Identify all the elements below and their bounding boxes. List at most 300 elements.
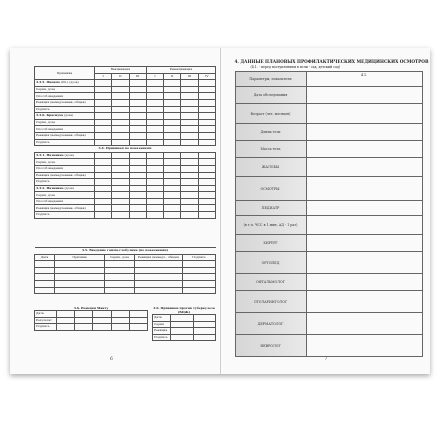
table-cell [111,317,129,324]
table-cell [181,152,198,159]
table-row [35,139,216,146]
table-cell [146,198,163,205]
serum-header-row [35,254,216,261]
header-vacc-col: II [112,73,129,80]
table-cell [95,198,112,205]
table-cell [193,334,216,341]
table-cell [164,205,181,212]
table-row [35,159,216,166]
table-cell [112,119,129,126]
table-cell [198,119,215,126]
table-row [35,185,216,192]
right-page-title: 4. ДАННЫЕ ПЛАНОВЫХ ПРОФИЛАКТИЧЕСКИХ МЕДИЦИНСКИХ ОСМОТРОВ [234,59,429,64]
table-cell [146,132,163,139]
table-cell [129,80,146,87]
row-label [35,80,95,87]
table-cell [95,126,112,133]
table-cell [129,86,146,93]
table-cell [164,80,181,87]
table-cell [75,311,93,318]
section-title-indications: 3.4. Прививки по показаниям [35,146,216,153]
table-cell [164,132,181,139]
table-cell [112,132,129,139]
table-cell [171,328,194,335]
table-cell [129,106,146,113]
table-cell [198,159,215,166]
table-row [35,132,216,139]
table-cell [75,317,93,324]
mantoux-row-label: Подпись [35,324,57,331]
bcg-block [152,306,216,341]
table-cell [112,185,129,192]
row-label-text: Способ введения [36,126,64,131]
exam-row-label: ОСМОТРЫ: [236,177,307,200]
row-label [35,205,95,212]
table-cell [198,126,215,133]
table-cell [164,113,181,120]
table-cell [93,324,111,331]
bcg-row-label: Подпись [153,334,171,341]
table-cell [193,328,216,335]
table-row [35,99,216,106]
table-cell [129,159,146,166]
table-cell [146,172,163,179]
exam-row [236,177,422,201]
vaccination-top-rows [35,80,216,146]
table-cell [164,179,181,186]
table-cell [129,119,146,126]
table-cell [95,165,112,172]
row-label [35,139,95,146]
row-label [35,132,95,139]
row-label [35,172,95,179]
table-cell [129,113,146,120]
table-row [35,324,148,331]
table-cell [146,106,163,113]
exam-row-value[interactable] [307,335,422,356]
exam-row [236,274,422,291]
mantoux-row-label: Дата [35,311,57,318]
row-label-text: Способ введения [36,199,64,204]
table-cell [95,152,112,159]
header-vacc-col: III [129,73,146,80]
bcg-title: 3.6. Прививки против туберкулеза (БЦЖ) [153,306,215,314]
row-label [35,185,95,192]
table-row [35,198,216,205]
table-cell [146,126,163,133]
exam-row [236,158,422,177]
table-row [35,212,216,219]
table-row [35,119,216,126]
row-label-text: Подпись [36,212,50,217]
table-cell [198,86,215,93]
table-row [35,106,216,113]
row-label-text: Серия, доза [36,192,55,197]
table-cell [95,185,112,192]
bcg-row-label: Дата [153,315,171,322]
row-label-text: Реакция (немедленная, общая) [36,172,86,177]
left-page [10,48,221,374]
header-revacc-col: IV [198,73,215,80]
row-label-text: (доза) [62,113,74,118]
table-cell [93,311,111,318]
table-cell [146,185,163,192]
exam-row [236,313,422,335]
table-cell [75,324,93,331]
table-cell [146,152,163,159]
bcg-row-label: Реакция [153,328,171,335]
vaccination-table [34,66,216,219]
row-label [35,106,95,113]
table-cell [164,93,181,100]
table-cell [95,205,112,212]
bcg-table [152,314,216,341]
exam-table [235,71,423,357]
exam-row-label: Масса тела [236,141,307,157]
table-row [35,274,216,281]
table-cell [95,212,112,219]
row-label-bold: 3.3.2. Название [36,185,64,190]
table-cell [111,311,129,318]
table-cell [181,172,198,179]
table-cell [57,311,75,318]
table-row [35,261,216,268]
table-cell [112,93,129,100]
table-cell [93,317,111,324]
serum-header-cell: Подпись [183,254,216,261]
table-cell [129,165,146,172]
right-page [221,48,431,374]
table-cell [112,179,129,186]
exam-row [236,252,422,274]
table-cell [129,311,147,318]
table-cell [164,86,181,93]
table-cell [95,192,112,199]
table-row [35,192,216,199]
table-row [153,328,216,335]
row-label-text: Реакция (немедленная, общая) [36,205,86,210]
table-cell [164,159,181,166]
table-row [35,179,216,186]
table-cell [95,159,112,166]
table-cell [95,132,112,139]
exam-row [236,141,422,158]
table-cell [129,198,146,205]
table-cell [164,119,181,126]
table-cell [129,126,146,133]
table-cell [181,192,198,199]
table-cell [129,132,146,139]
table-cell [181,93,198,100]
row-label [35,119,95,126]
table-cell [129,317,147,324]
table-cell [146,159,163,166]
table-cell [129,152,146,159]
table-cell [181,212,198,219]
table-cell [198,198,215,205]
table-cell [129,185,146,192]
table-cell [181,165,198,172]
exam-row-value[interactable] [307,235,422,251]
table-cell [198,205,215,212]
row-label-text: Способ введения [36,166,64,171]
exam-row-label: Параметры, показатели [236,72,307,86]
exam-row [236,235,422,252]
row-label [35,198,95,205]
serum-header-cell: Дата [35,254,55,261]
row-label-text: Серия, доза [36,120,55,125]
serum-header-cell: Серия, доза [105,254,135,261]
row-label [35,179,95,186]
table-cell [181,132,198,139]
table-cell [95,172,112,179]
table-cell [95,119,112,126]
vaccination-bottom-rows [35,152,216,218]
row-label-text: (доза) [63,185,74,190]
table-cell [181,139,198,146]
table-row [35,172,216,179]
table-cell [164,192,181,199]
table-cell [146,113,163,120]
page-number-right: 7 [324,357,328,362]
header-vaccination-label: Прививка [35,67,95,80]
table-cell [146,192,163,199]
row-label-text: Реакция (немедленная, общая) [36,100,86,105]
table-cell [181,185,198,192]
table-cell [146,179,163,186]
exam-row-value[interactable] [307,177,422,200]
exam-row-value[interactable] [307,87,422,103]
exam-row-value[interactable] [307,158,422,176]
table-cell [146,119,163,126]
exam-row-label: ХИРУРГ [236,235,307,251]
table-cell [171,321,194,328]
row-label [35,86,95,93]
table-row [35,205,216,212]
exam-row-value[interactable] [307,201,422,215]
table-cell [181,86,198,93]
row-label-text: (Pn-) (доза) [60,80,79,85]
table-cell [95,106,112,113]
exam-row-label: Длина тела [236,124,307,140]
table-cell [164,185,181,192]
table-cell [146,80,163,87]
header-vacc-col: I [95,73,112,80]
exam-row-value[interactable] [307,104,422,123]
table-cell [198,80,215,87]
exam-row-label: Дата обследования [236,87,307,103]
exam-row-label: НЕВРОЛОГ [236,335,307,356]
row-label-text: Подпись [36,106,50,111]
row-label [35,99,95,106]
table-cell [146,165,163,172]
table-cell [181,179,198,186]
mantoux-title: 3.6. Реакция Манту [73,306,109,310]
table-cell [129,205,146,212]
table-cell [181,119,198,126]
row-label [35,212,95,219]
table-cell [198,185,215,192]
exam-row [236,201,422,216]
exam-row-value[interactable] [307,141,422,157]
table-row [153,334,216,341]
table-cell [164,126,181,133]
exam-row [236,216,422,235]
table-cell [164,99,181,106]
row-label [35,113,95,120]
header-revacc-col: III [181,73,198,80]
exam-row-value[interactable] [307,313,422,334]
bottom-tables [34,306,216,356]
table-row [35,113,216,120]
table-cell [164,172,181,179]
row-label-text: (доза) [63,153,74,158]
exam-row-label: ОТОЛАРИНГОЛОГ [236,291,307,312]
row-label-bold: 3.3.1. Название [36,153,64,158]
serum-header-cell: Причина [55,254,105,261]
exam-row-value[interactable] [307,216,422,234]
exam-row-value[interactable] [307,124,422,140]
page-number-left: 6 [110,357,113,362]
table-cell [95,139,112,146]
table-cell [129,93,146,100]
right-page-subtitle: (4.1. - перед поступлением в ясли - сад, детский сад) [250,65,341,69]
table-cell [164,152,181,159]
bcg-row-label: Серия [153,321,171,328]
table-cell [146,212,163,219]
table-cell [181,99,198,106]
row-label [35,126,95,133]
table-cell [198,179,215,186]
table-cell [198,99,215,106]
exam-row [236,87,422,104]
table-cell [171,315,194,322]
exam-row-value[interactable] [307,274,422,290]
table-cell [129,99,146,106]
row-label-text: Подпись [36,179,50,184]
serum-header-cell: Реакция (немедл., общая) [135,254,183,261]
exam-row-label: ОФТАЛЬМОЛОГ [236,274,307,290]
table-cell [129,212,146,219]
exam-row [236,124,422,141]
mantoux-row-label: Результат [35,317,57,324]
table-cell [146,86,163,93]
table-cell [129,172,146,179]
exam-row-value[interactable] [307,72,422,86]
exam-row-label: ОРТОПЕД [236,252,307,273]
exam-row-label: Возраст (лет, месяцев) [236,104,307,123]
row-label-text: Реакция (немедленная, общая) [36,133,86,138]
table-cell [164,106,181,113]
table-cell [129,139,146,146]
table-cell [198,106,215,113]
table-cell [193,315,216,322]
table-row [35,311,148,318]
table-cell [171,334,194,341]
exam-row-label: ЖАЛОБЫ [236,158,307,176]
header-revacc-col: I [146,73,163,80]
row-label-bold: 3.3.5. Пневмо [36,80,61,85]
table-cell [181,80,198,87]
exam-row [236,335,422,357]
table-cell [111,324,129,331]
table-cell [112,192,129,199]
table-cell [146,139,163,146]
table-cell [95,99,112,106]
table-cell [129,179,146,186]
table-cell [164,165,181,172]
table-cell [181,126,198,133]
table-cell [95,93,112,100]
row-label-text: Подпись [36,139,50,144]
table-cell [198,152,215,159]
table-cell [198,172,215,179]
exam-row-value[interactable] [307,252,422,273]
table-cell [112,86,129,93]
table-row [35,287,216,294]
table-cell [57,317,75,324]
exam-row-label: ДЕРМАТОЛОГ [236,313,307,334]
table-cell [112,80,129,87]
table-cell [112,159,129,166]
row-label-text: Серия, доза [36,159,55,164]
table-row [35,165,216,172]
table-cell [146,205,163,212]
row-label [35,192,95,199]
exam-row [236,104,422,124]
serum-title: 3.5. Введение гамма-глобулина (по показаниям) [35,248,216,255]
table-cell [57,324,75,331]
table-cell [193,321,216,328]
row-label-bold: 3.3.6. Краснуха [36,113,63,118]
table-row [35,280,216,287]
table-cell [112,212,129,219]
table-row [35,317,148,324]
table-cell [198,132,215,139]
table-cell [198,93,215,100]
exam-row-label: ПЕДИАТР [236,201,307,215]
table-cell [95,179,112,186]
table-row [35,126,216,133]
table-row [153,321,216,328]
table-cell [129,192,146,199]
row-label [35,93,95,100]
table-cell [164,212,181,219]
table-row [35,267,216,274]
row-label-text: Способ введения [36,93,64,98]
serum-table [34,247,216,294]
mantoux-block [34,306,148,331]
table-cell [181,205,198,212]
table-row [35,86,216,93]
table-row [35,152,216,159]
table-cell [146,93,163,100]
table-cell [181,198,198,205]
exam-row-value[interactable] [307,291,422,312]
exam-row [236,72,422,87]
table-cell [198,113,215,120]
table-cell [95,113,112,120]
table-cell [112,126,129,133]
exam-row-label: (в т.ч. ЧСС в 1 мин, АД - 1 раз) [236,216,307,234]
table-cell [164,139,181,146]
table-cell [129,324,147,331]
table-cell [112,139,129,146]
table-cell [112,198,129,205]
exam-row [236,291,422,313]
table-cell [112,205,129,212]
table-cell [146,99,163,106]
